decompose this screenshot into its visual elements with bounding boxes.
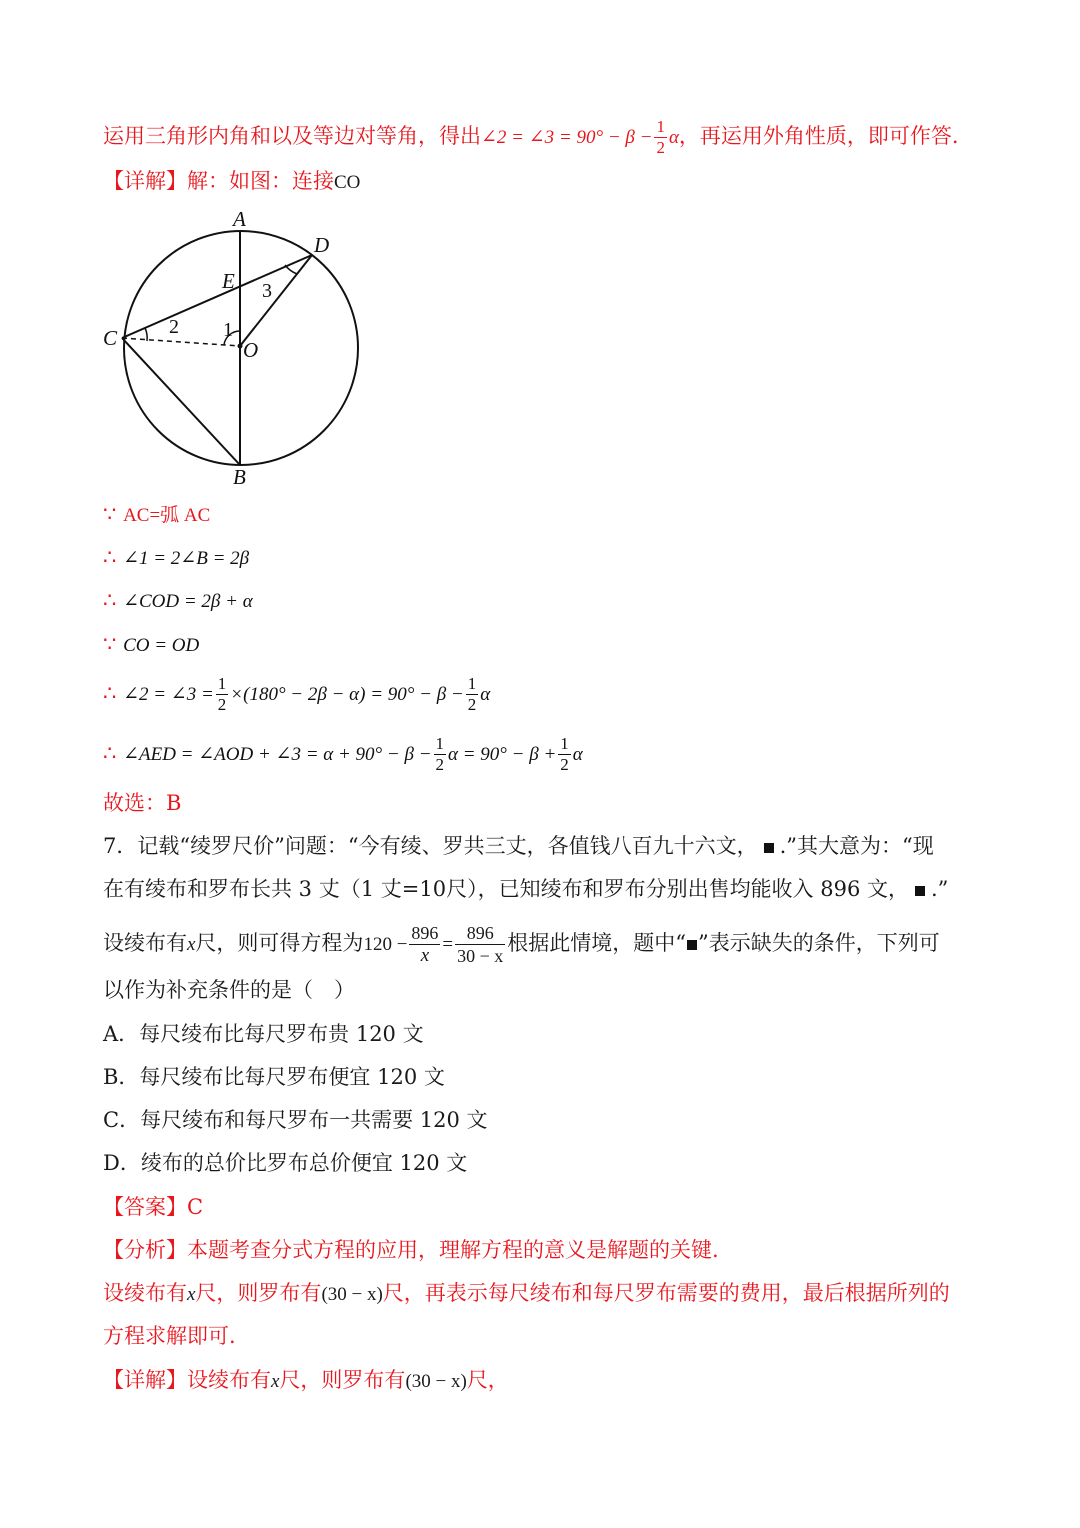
q7-analysis-3: 方程求解即可. [103, 1324, 236, 1348]
step-6-left: ∠AED = ∠AOD + ∠3 = α + 90° − β − [123, 744, 432, 765]
q7-text: 7．记载“绫罗尺价”问题：“今有绫、罗共三丈，各值钱八百九十六文， [103, 834, 758, 858]
q7-line-2 [103, 874, 948, 904]
analysis-text: 尺，再表示每尺绫布和每尺罗布需要的费用，最后根据所列的 [382, 1281, 950, 1305]
frac-denominator: 2 [217, 695, 227, 714]
label-a: A [233, 207, 246, 231]
step-4 [103, 629, 199, 661]
step-2 [103, 542, 249, 574]
analysis-text-end: ，再运用外角性质，即可作答. [678, 124, 959, 148]
fraction-half [434, 734, 447, 775]
because-symbol: ∵ [103, 502, 117, 526]
label-b: B [233, 465, 246, 489]
equals-sign: = [442, 934, 454, 955]
therefore-symbol: ∴ [103, 741, 117, 765]
step-3 [103, 585, 253, 617]
variable-x: x [187, 1284, 196, 1305]
label-d: D [314, 233, 330, 257]
label-o: O [243, 338, 259, 362]
step-1 [103, 499, 210, 531]
missing-condition-mark [687, 940, 697, 950]
detail-co: CO [334, 172, 361, 193]
step-5 [103, 674, 490, 715]
missing-condition-mark [915, 886, 925, 896]
q7-text: 尺，则可得方程为 [195, 931, 364, 955]
q7-detail [103, 1365, 509, 1397]
step-3-text: ∠COD = 2β + α [123, 591, 253, 612]
frac-denominator: 2 [435, 755, 445, 774]
chord-cb [122, 338, 240, 465]
frac-denominator: 30 − x [457, 946, 504, 966]
q7-text: .”其大意为：“现 [779, 834, 934, 858]
q7-answer [103, 1192, 203, 1222]
q7-text: .” [931, 877, 949, 901]
expression-30-minus-x: (30 − x) [321, 1284, 383, 1305]
detail-heading [103, 166, 360, 198]
step-6-mid: α = 90° − β + [448, 744, 557, 765]
frac-numerator: 1 [560, 734, 569, 753]
angle-3-arc [285, 265, 297, 274]
label-angle-3: 3 [262, 280, 272, 302]
fraction-half [558, 734, 571, 775]
label-angle-2: 2 [169, 316, 179, 338]
frac-denominator: x [420, 945, 430, 966]
step-2-text: ∠1 = 2∠B = 2β [123, 548, 250, 569]
detail-text: 设绫布有 [187, 1368, 271, 1392]
expression-30-minus-x: (30 − x) [405, 1371, 467, 1392]
chord-cd [122, 255, 312, 338]
frac-numerator: 1 [217, 674, 227, 693]
frac-numerator: 896 [411, 923, 439, 943]
alpha-symbol: α [572, 744, 583, 765]
detail-tag: 【详解】 [103, 1368, 187, 1392]
answer-prev: 故选：B [103, 791, 182, 815]
fraction-half [654, 117, 667, 158]
label-angle-1: 1 [223, 319, 233, 341]
variable-x: x [271, 1371, 280, 1392]
option-b[interactable]: B．每尺绫布比每尺罗布便宜 120 文 [103, 1065, 445, 1089]
q7-text: 设绫布有 [103, 931, 187, 955]
detail-tag: 【详解】 [103, 169, 187, 193]
angle-2-arc [145, 328, 147, 341]
answer-tag: 【答案】 [103, 1195, 187, 1219]
q7-text: 根据此情境，题中“ [507, 931, 687, 955]
frac-numerator: 1 [435, 734, 445, 753]
analysis-line [103, 117, 959, 158]
fraction-896-over-30-minus-x [455, 922, 505, 967]
alpha-symbol: α [668, 127, 679, 148]
option-d[interactable]: D．绫布的总价比罗布总价便宜 120 文 [103, 1151, 468, 1175]
q7-line-1 [103, 831, 934, 861]
q7-analysis-2 [103, 1278, 950, 1310]
variable-x: x [187, 934, 196, 955]
frac-numerator: 1 [467, 674, 477, 693]
missing-condition-mark [764, 843, 774, 853]
answer-value: C [187, 1195, 204, 1219]
equation-left: 120 − [363, 934, 408, 955]
analysis-text: 设绫布有 [103, 1281, 187, 1305]
frac-denominator: 2 [560, 755, 569, 774]
center-point [238, 344, 243, 349]
therefore-symbol: ∴ [103, 681, 117, 705]
segment-od [240, 255, 312, 346]
frac-denominator: 2 [467, 695, 477, 714]
alpha-symbol: α [480, 684, 491, 705]
frac-denominator: 2 [656, 138, 665, 157]
circle-geometry-figure [95, 200, 375, 495]
step-1-text: AC=弧 AC [123, 505, 211, 526]
analysis-text: 尺，则罗布有 [195, 1281, 322, 1305]
fraction-half [466, 674, 479, 715]
frac-numerator: 1 [656, 117, 665, 136]
option-a[interactable]: A．每尺绫布比每尺罗布贵 120 文 [103, 1022, 424, 1046]
step-5-left: ∠2 = ∠3 = [123, 684, 214, 705]
q7-text: 在有绫布和罗布长共 3 丈（1 丈=10尺），已知绫布和罗布分别出售均能收入 896 文， [103, 877, 909, 901]
analysis-tag: 【分析】 [103, 1238, 187, 1262]
therefore-symbol: ∴ [103, 545, 117, 569]
label-c: C [103, 326, 118, 350]
detail-text: 尺， [466, 1368, 509, 1392]
fraction-half [216, 674, 229, 715]
because-symbol: ∵ [103, 632, 117, 656]
analysis-formula: ∠2 = ∠3 = 90° − β − [481, 127, 653, 148]
q7-line-3 [103, 922, 940, 967]
frac-numerator: 896 [455, 922, 505, 945]
step-4-text: CO = OD [123, 635, 200, 656]
detail-text: 解：如图：连接 [187, 169, 334, 193]
q7-line-4: 以作为补充条件的是（ ） [103, 978, 355, 1002]
q7-text: ”表示缺失的条件，下列可 [698, 931, 940, 955]
fraction-896-over-x [409, 922, 440, 967]
analysis-text: 本题考查分式方程的应用，理解方程的意义是解题的关键. [187, 1238, 719, 1262]
step-6 [103, 734, 583, 775]
option-c[interactable]: C．每尺绫布和每尺罗布一共需要 120 文 [103, 1108, 488, 1132]
analysis-text: 运用三角形内角和以及等边对等角，得出 [103, 124, 481, 148]
q7-analysis-1 [103, 1235, 719, 1265]
detail-text: 尺，则罗布有 [279, 1368, 406, 1392]
label-e: E [222, 269, 235, 293]
therefore-symbol: ∴ [103, 588, 117, 612]
step-5-mid: ×(180° − 2β − α) = 90° − β − [230, 684, 464, 705]
